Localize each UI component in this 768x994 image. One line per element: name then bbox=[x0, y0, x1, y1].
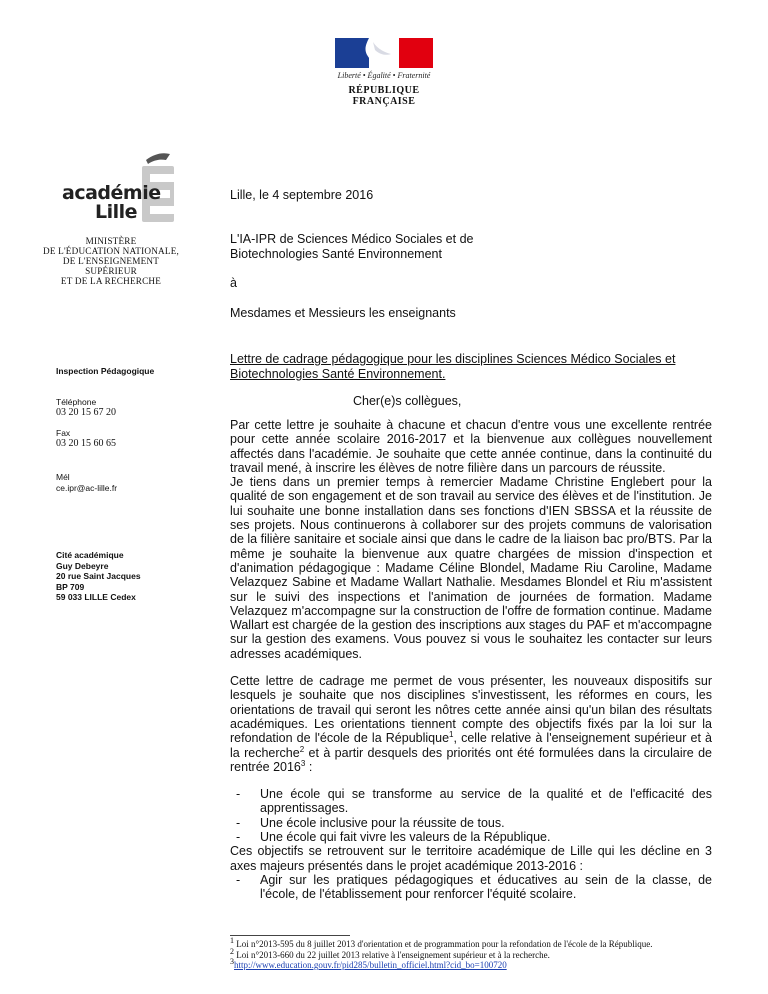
mail-value: ce.ipr@ac-lille.fr bbox=[56, 482, 118, 493]
ministry-line: MINISTÈRE bbox=[85, 236, 137, 246]
list-item: - Une école qui fait vivre les valeurs de la République. bbox=[236, 830, 551, 845]
list-item: - Une école qui se transforme au service de la qualité et de l'efficacité des apprentissages. bbox=[236, 787, 712, 816]
fax-block bbox=[56, 428, 116, 449]
address-line: Guy Debeyre bbox=[56, 560, 109, 571]
footnote-link[interactable]: http://www.education.gouv.fr/pid285/bulletin_officiel.html?cid_bo=100720 bbox=[234, 960, 507, 970]
mail-label: Mél bbox=[56, 472, 70, 482]
address-line: Cité académique bbox=[56, 550, 124, 560]
letter-subject bbox=[230, 352, 675, 382]
subject-line: Lettre de cadrage pédagogique pour les disciplines Sciences Médico Sociales et bbox=[230, 352, 676, 366]
sender bbox=[230, 232, 473, 262]
paragraph: Je tiens dans un premier temps à remercier Madame Christine Englebert pour la qualité de son engagement et de son travail au service des élèves et de l'institution. Je lui souhaite une bonne installation dans ses fonctions d'IEN SBSSA et la réussite de ses projets. Nous continuerons à collaborer sur des projets communs de valorisation de la filière sanitaire et sociale ainsi que dans le cadre de la liaison bac pro/BTS. Par la même je souhaite la bienvenue aux quatre chargées de mission d'inspection et d'animation pédagogique : Madame Céline Blondel, Madame Riu Caroline, Madame Velazquez Sabine et Madame Wallart Nathalie. Mesdames Blondel et Riu m'assistent sur le suivi des inspections et l'animation de journées de formation. Madame Velazquez m'accompagne sur la construction de l'offre de formation continue. Madame Wallart est chargée de la gestion des inscriptions aux stages du PAF et m'accompagne sur la gestion des examens. Vous pouvez si vous le souhaitez les contacter sur leurs adresses académiques. bbox=[230, 475, 712, 661]
address-block bbox=[56, 550, 141, 603]
academie-wordmark: académie bbox=[62, 182, 161, 204]
address-line: BP 709 bbox=[56, 581, 85, 592]
footnotes bbox=[230, 936, 730, 971]
republic-name: RÉPUBLIQUE FRANÇAISE bbox=[348, 85, 420, 107]
to-word: à bbox=[230, 276, 237, 290]
sender-line: L'IA-IPR de Sciences Médico Sociales et de bbox=[230, 232, 474, 246]
fax-label: Fax bbox=[56, 428, 71, 438]
address-line: 59 033 LILLE Cedex bbox=[56, 592, 136, 602]
recipients: Mesdames et Messieurs les enseignants bbox=[230, 306, 456, 320]
paragraph: Cette lettre de cadrage me permet de vous présenter, les nouveaux dispositifs sur lesquels je souhaite que nos disciplines s'investissent, les réformes en cours, les orientations de travail qui seront les nôtres cette année ainsi qu'un bilan des résultats académiques. Les orientations tiennent compte des objectifs fixés par la loi sur la refondation de l'école de la République$^1$, celle relative à l'enseignement supérieur et à la recherche$^2$ et à partir desquels des priorités ont été formulées dans la circulaire de rentrée 2016$^3$ : bbox=[230, 674, 712, 774]
footnote-ref: 2 bbox=[299, 744, 305, 754]
letter-body bbox=[230, 418, 712, 902]
list-item: - Agir sur les pratiques pédagogiques et éducatives au sein de la classe, de l'école, de l'établissement pour renforcer l'équité scolaire. bbox=[236, 872, 712, 902]
mail-block bbox=[56, 472, 117, 493]
academie-city: Lille bbox=[95, 201, 138, 223]
footnote: $^3$http://www.education.gouv.fr/pid285/bulletin_officiel.html?cid_bo=100720 bbox=[230, 957, 507, 970]
subject-line: Biotechnologies Santé Environnement. bbox=[230, 367, 446, 381]
footnote: $^1$ Loi n°2013-595 du 8 juillet 2013 d'orientation et de programmation pour la refondation de l'école de la République. bbox=[230, 936, 653, 949]
footnote: $^2$ Loi n°2013-660 du 22 juillet 2013 relative à l'enseignement supérieur et à la recherche. bbox=[230, 946, 550, 960]
service-name: Inspection Pédagogique bbox=[56, 366, 155, 376]
ministry-name bbox=[38, 236, 184, 286]
footnote-ref: 3 bbox=[300, 758, 306, 768]
list-item: - Une école inclusive pour la réussite de tous. bbox=[236, 815, 505, 830]
paragraph: Par cette lettre je souhaite à chacune et chacun d'entre vous une excellente rentrée pour cette année scolaire 2016-2017 et la bienvenue aux collègues nouvellement affectés dans l'académie. Je souhaite que cette année continue, dans la continuité du travail mené, à inscrire les élèves de notre filière dans un parcours de réussite. bbox=[230, 418, 712, 475]
republic-motto: Liberté • Égalité • Fraternité bbox=[337, 71, 431, 80]
phone-value: 03 20 15 67 20 bbox=[56, 406, 116, 418]
phone-label: Téléphone bbox=[56, 397, 97, 407]
ministry-line: ET DE LA RECHERCHE bbox=[60, 276, 162, 286]
sender-line: Biotechnologies Santé Environnement bbox=[230, 247, 442, 261]
fax-value: 03 20 15 60 65 bbox=[56, 437, 116, 449]
ministry-line: DE L'ÉDUCATION NATIONALE, bbox=[42, 246, 180, 256]
footnote-divider bbox=[230, 935, 350, 936]
ministry-line: DE L'ENSEIGNEMENT SUPÉRIEUR bbox=[62, 256, 160, 276]
greeting: Cher(e)s collègues, bbox=[353, 394, 462, 408]
footnote-ref: 1 bbox=[449, 730, 454, 740]
paragraph: Ces objectifs se retrouvent sur le territoire académique de Lille qui les décline en 3 axes majeurs présentés dans le projet académique 2013-2016 : bbox=[230, 844, 712, 873]
letter-date: Lille, le 4 septembre 2016 bbox=[230, 188, 374, 202]
phone-block bbox=[56, 397, 116, 418]
address-line: 20 rue Saint Jacques bbox=[56, 571, 141, 581]
